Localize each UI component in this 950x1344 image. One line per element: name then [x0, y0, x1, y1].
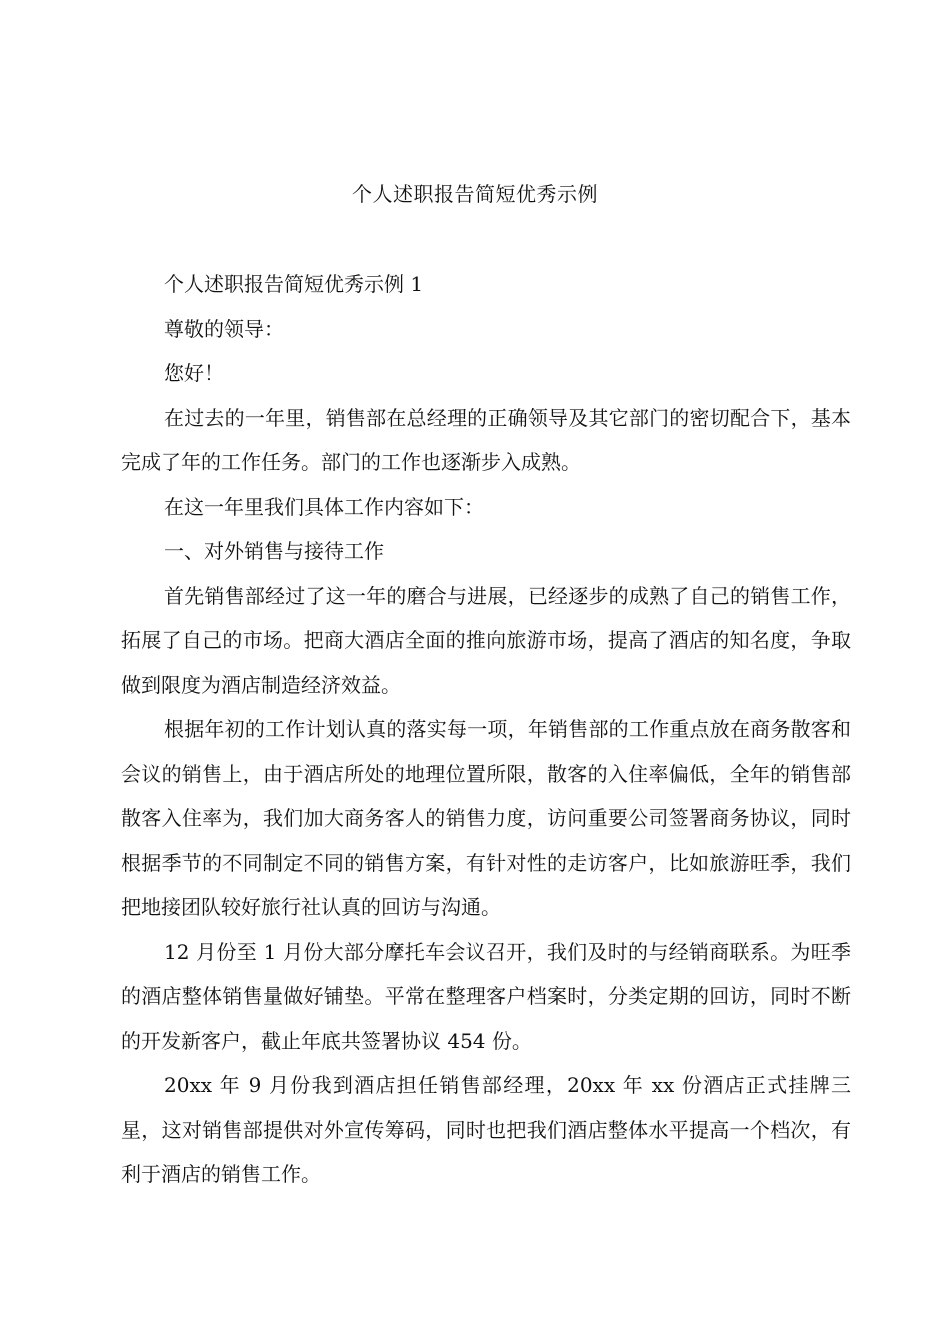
paragraph-work-plan: 根据年初的工作计划认真的落实每一项，年销售部的工作重点放在商务散客和会议的销售上，由于酒店所处的地理位置所限，散客的入住率偏低，全年的销售部散客入住率为，我们加大商务客人的销售力度，访问重要公司签署商务协议，同时根据季节的不同制定不同的销售方案，有针对性的走访客户，比如旅游旺季，我们把地接团队较好旅行社认真的回访与沟通。: [121, 717, 851, 919]
greeting: 您好！: [164, 361, 224, 385]
document-title: 个人述职报告简短优秀示例: [352, 182, 598, 206]
subheading-sales-reception: 一、对外销售与接待工作: [164, 539, 384, 563]
section-heading: 个人述职报告简短优秀示例 1: [164, 272, 424, 296]
paragraph-meetings: 12 月份至 1 月份大部分摩托车会议召开，我们及时的与经销商联系。为旺季的酒店整体销售量做好铺垫。平常在整理客户档案时，分类定期的回访，同时不断的开发新客户，截止年底共签署协议 454 份。: [121, 939, 851, 1053]
paragraph-market-expansion: 首先销售部经过了这一年的磨合与进展，已经逐步的成熟了自己的销售工作，拓展了自己的市场。把商大酒店全面的推向旅游市场，提高了酒店的知名度，争取做到限度为酒店制造经济效益。: [121, 583, 851, 697]
paragraph-intro: 在过去的一年里，销售部在总经理的正确领导及其它部门的密切配合下，基本完成了年的工作任务。部门的工作也逐渐步入成熟。: [121, 405, 851, 474]
document-body: [121, 262, 851, 1197]
paragraph-three-star: 20xx 年 9 月份我到酒店担任销售部经理，20xx 年 xx 份酒店正式挂牌三星，这对销售部提供对外宣传筹码，同时也把我们酒店整体水平提高一个档次，有利于酒店的销售工作。: [121, 1073, 851, 1186]
salutation: 尊敬的领导：: [164, 316, 284, 341]
paragraph-work-content: 在这一年里我们具体工作内容如下：: [164, 494, 484, 519]
